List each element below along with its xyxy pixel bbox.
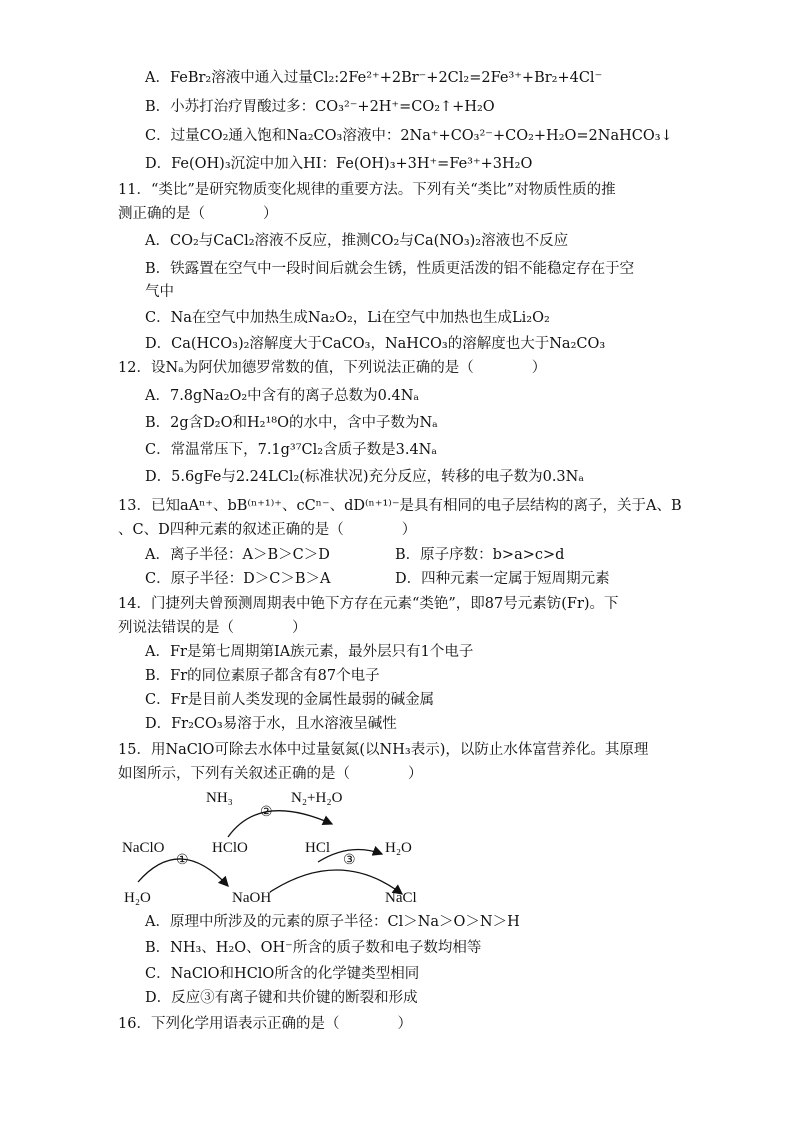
- q10-option-a: A．FeBr₂溶液中通入过量Cl₂:2Fe²⁺+2Br⁻+2Cl₂=2Fe³⁺+Br₂+4Cl⁻: [145, 70, 603, 86]
- reaction-diagram: [110, 782, 450, 912]
- q13-stem-line2: 、C、D四种元素的叙述正确的是（ ）: [118, 522, 417, 538]
- q10-option-d: D．Fe(OH)₃沉淀中加入HI：Fe(OH)₃+3H⁺=Fe³⁺+3H₂O: [145, 156, 533, 172]
- species-nacl: NaCl: [385, 890, 417, 906]
- species-nh3: NH₃: [206, 790, 233, 806]
- q13-stem-line1: 13．已知aAⁿ⁺、bB⁽ⁿ⁺¹⁾⁺、cCⁿ⁻、dD⁽ⁿ⁺¹⁾⁻是具有相同的电子层结构的离子，关于A、B: [118, 498, 682, 514]
- q11-option-a: A．CO₂与CaCl₂溶液不反应，推测CO₂与Ca(NO₃)₂溶液也不反应: [145, 233, 569, 249]
- q12-stem: 12．设Nₐ为阿伏加德罗常数的值，下列说法正确的是（ ）: [118, 360, 547, 376]
- q14-stem-line2: 列说法错误的是（ ）: [118, 620, 307, 636]
- species-naoh: NaOH: [232, 890, 272, 906]
- q12-option-a: A．7.8gNa₂O₂中含有的离子总数为0.4Nₐ: [145, 388, 419, 404]
- species-hcl: HCl: [305, 840, 331, 856]
- q16-stem: 16．下列化学用语表示正确的是（ ）: [118, 1016, 412, 1032]
- arrow-step-3: [270, 870, 402, 894]
- q13-option-b: B．原子序数：b>a>c>d: [395, 547, 565, 563]
- q10-option-b: B．小苏打治疗胃酸过多：CO₃²⁻+2H⁺=CO₂↑+H₂O: [145, 99, 495, 115]
- q10-option-c: C．过量CO₂通入饱和Na₂CO₃溶液中：2Na⁺+CO₃²⁻+CO₂+H₂O=2NaHCO₃↓: [145, 128, 673, 144]
- q12-option-c: C．常温常压下，7.1g³⁷Cl₂含质子数是3.4Nₐ: [145, 442, 437, 458]
- q14-option-b: B．Fr的同位素原子都含有87个电子: [145, 668, 380, 684]
- q13-option-c: C．原子半径：D＞C＞B＞A: [145, 571, 331, 587]
- q11-stem-line1: 11．“类比”是研究物质变化规律的重要方法。下列有关“类比”对物质性质的推: [118, 182, 616, 198]
- step-1-label: ①: [176, 853, 189, 868]
- q14-option-d: D．Fr₂CO₃易溶于水，且水溶液呈碱性: [145, 716, 397, 732]
- q15-option-c: C．NaClO和HClO所含的化学键类型相同: [145, 966, 420, 982]
- q15-option-a: A．原理中所涉及的元素的原子半径：Cl＞Na＞O＞N＞H: [145, 914, 520, 930]
- q15-option-b: B．NH₃、H₂O、OH⁻所含的质子数和电子数均相等: [145, 940, 482, 956]
- q13-option-d: D．四种元素一定属于短周期元素: [395, 571, 610, 587]
- q12-option-b: B．2g含D₂O和H₂¹⁸O的水中，含中子数为Nₐ: [145, 415, 438, 431]
- q11-option-c: C．Na在空气中加热生成Na₂O₂，Li在空气中加热也生成Li₂O₂: [145, 310, 550, 326]
- q15-stem-line1: 15．用NaClO可除去水体中过量氨氮(以NH₃表示)，以防止水体富营养化。其原理: [118, 742, 649, 758]
- q14-option-a: A．Fr是第七周期第ⅠA族元素，最外层只有1个电子: [145, 644, 474, 660]
- step-2-label: ②: [260, 805, 273, 820]
- q12-option-d: D．5.6gFe与2.24LCl₂(标准状况)充分反应，转移的电子数为0.3Nₐ: [145, 469, 584, 485]
- q15-option-d: D．反应③有离子键和共价键的断裂和形成: [145, 990, 418, 1006]
- arrow-step-2: [228, 811, 332, 837]
- q11-option-b-line1: B．铁露置在空气中一段时间后就会生锈，性质更活泼的铝不能稳定存在于空: [145, 261, 635, 277]
- species-h2o-right: H₂O: [385, 840, 412, 856]
- species-h2o-left: H₂O: [124, 890, 151, 906]
- species-naclo: NaClO: [122, 840, 165, 856]
- q11-option-d: D．Ca(HCO₃)₂溶解度大于CaCO₃，NaHCO₃的溶解度也大于Na₂CO₃: [145, 336, 606, 352]
- species-hclo: HClO: [212, 840, 248, 856]
- q11-stem-line2: 测正确的是（ ）: [118, 206, 278, 222]
- q14-option-c: C．Fr是目前人类发现的金属性最弱的碱金属: [145, 692, 435, 708]
- q13-option-a: A．离子半径：A＞B＞C＞D: [145, 547, 330, 563]
- q11-option-b-line2: 气中: [145, 284, 174, 300]
- step-3-label: ③: [343, 853, 356, 868]
- species-n2-h2o: N₂+H₂O: [291, 790, 343, 806]
- q15-stem-line2: 如图所示，下列有关叙述正确的是（ ）: [118, 766, 423, 782]
- q14-stem-line1: 14．门捷列夫曾预测周期表中铯下方存在元素“类铯”，即87号元素钫(Fr)。下: [118, 596, 619, 612]
